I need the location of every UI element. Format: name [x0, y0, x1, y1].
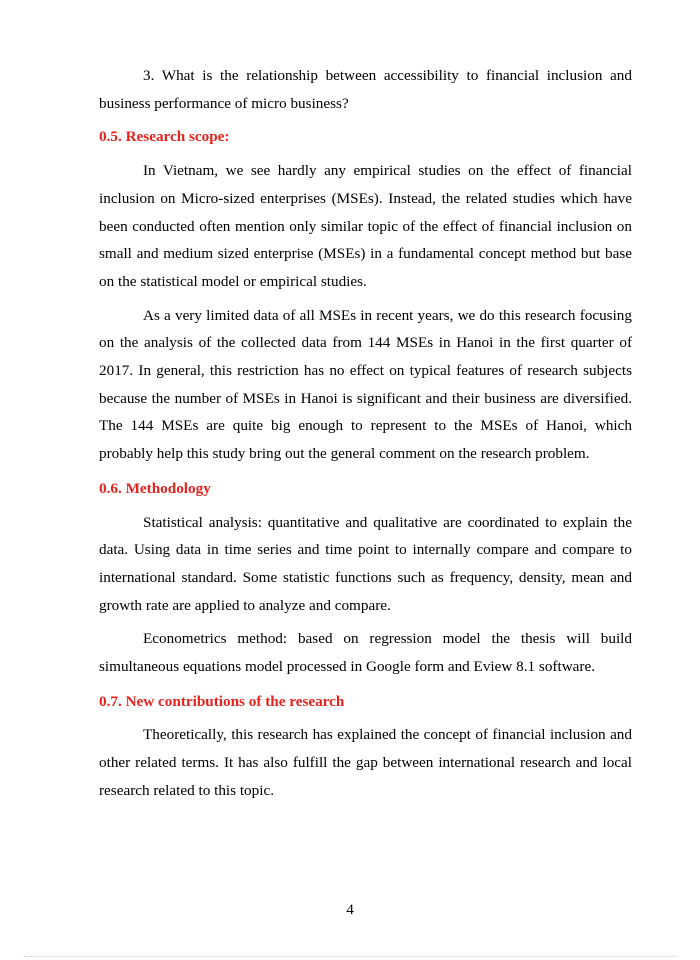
contributions-paragraph-1: Theoretically, this research has explained the concept of financial inclusion and other related terms. It has also fulfill the gap between international research and local research related to this topic. [99, 726, 632, 799]
methodology-paragraph-2: Econometrics method: based on regression model the thesis will build simultaneous equations model processed in Google form and Eview 8.1 software. [99, 630, 632, 676]
section-heading-new-contributions: 0.7. New contributions of the research [99, 692, 345, 710]
page-bottom-border [24, 956, 676, 957]
research-question-3: 3. What is the relationship between accessibility to financial inclusion and business performance of micro business? [99, 67, 632, 112]
research-scope-paragraph-1: In Vietnam, we see hardly any empirical studies on the effect of financial inclusion on Micro-sized enterprises (MSEs). Instead, the related studies which have been conducted often mention only similar topic of the effect of financial inclusion on small and medium sized enterprise (MSEs) in a fundamental concept method but base on the statistical model or empirical studies. [99, 162, 632, 290]
section-heading-research-scope: 0.5. Research scope: [99, 128, 230, 146]
section-heading-methodology: 0.6. Methodology [99, 479, 211, 497]
page-number: 4 [346, 901, 354, 918]
page-content [99, 62, 632, 805]
methodology-paragraph-1: Statistical analysis: quantitative and qualitative are coordinated to explain the data. Using data in time series and time point to internally compare and compare to international standard. Some statistic functions such as frequency, density, mean and growth rate are applied to analyze and compare. [99, 513, 632, 614]
research-scope-paragraph-2: As a very limited data of all MSEs in recent years, we do this research focusing on the analysis of the collected data from 144 MSEs in Hanoi in the first quarter of 2017. In general, this restriction has no effect on typical features of research subjects because the number of MSEs in Hanoi is significant and their business are diversified. The 144 MSEs are quite big enough to represent to the MSEs of Hanoi, which probably help this study bring out the general comment on the research problem. [99, 306, 632, 463]
